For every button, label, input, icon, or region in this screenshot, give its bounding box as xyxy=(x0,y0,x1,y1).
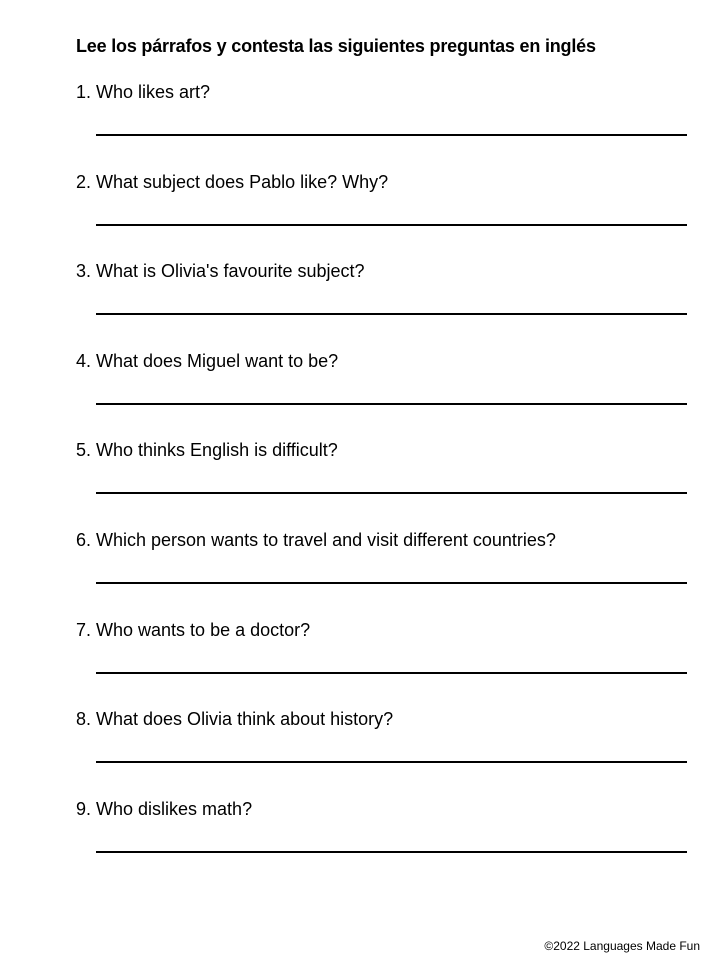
question-item xyxy=(0,440,720,520)
answer-line[interactable] xyxy=(96,313,687,315)
question-number: 4. xyxy=(76,351,92,371)
question-item xyxy=(0,799,720,879)
question-item xyxy=(0,172,720,252)
answer-line[interactable] xyxy=(96,492,687,494)
question-text xyxy=(76,530,556,551)
answer-line[interactable] xyxy=(96,224,687,226)
question-number: 1. xyxy=(76,82,92,102)
question-text xyxy=(76,261,365,282)
worksheet-title: Lee los párrafos y contesta las siguientes preguntas en inglés xyxy=(76,36,596,56)
question-number: 7. xyxy=(76,620,92,640)
question-text xyxy=(76,82,210,103)
question-text xyxy=(76,620,310,641)
question-prompt: Who wants to be a doctor? xyxy=(96,620,311,640)
answer-line[interactable] xyxy=(96,582,687,584)
question-prompt: Who dislikes math? xyxy=(96,799,253,819)
answer-line[interactable] xyxy=(96,134,687,136)
question-text xyxy=(76,172,388,193)
answer-line[interactable] xyxy=(96,761,687,763)
question-text xyxy=(76,709,393,730)
answer-line[interactable] xyxy=(96,672,687,674)
question-number: 2. xyxy=(76,172,92,192)
question-prompt: What does Miguel want to be? xyxy=(96,351,339,371)
question-number: 5. xyxy=(76,440,92,460)
question-number: 9. xyxy=(76,799,92,819)
question-text xyxy=(76,440,338,461)
question-item xyxy=(0,709,720,789)
question-number: 3. xyxy=(76,261,92,281)
question-prompt: Who likes art? xyxy=(96,82,211,102)
question-prompt: Who thinks English is difficult? xyxy=(96,440,338,460)
question-text xyxy=(76,799,252,820)
question-text xyxy=(76,351,338,372)
question-item xyxy=(0,351,720,431)
question-prompt: What is Olivia's favourite subject? xyxy=(96,261,365,281)
question-item xyxy=(0,261,720,341)
question-item xyxy=(0,620,720,700)
copyright-notice: ©2022 Languages Made Fun xyxy=(544,939,700,953)
answer-line[interactable] xyxy=(96,851,687,853)
answer-line[interactable] xyxy=(96,403,687,405)
question-item xyxy=(0,530,720,610)
question-number: 6. xyxy=(76,530,92,550)
question-number: 8. xyxy=(76,709,92,729)
question-item xyxy=(0,82,720,162)
question-prompt: What does Olivia think about history? xyxy=(96,709,394,729)
question-prompt: What subject does Pablo like? Why? xyxy=(96,172,389,192)
question-prompt: Which person wants to travel and visit different countries? xyxy=(96,530,556,550)
